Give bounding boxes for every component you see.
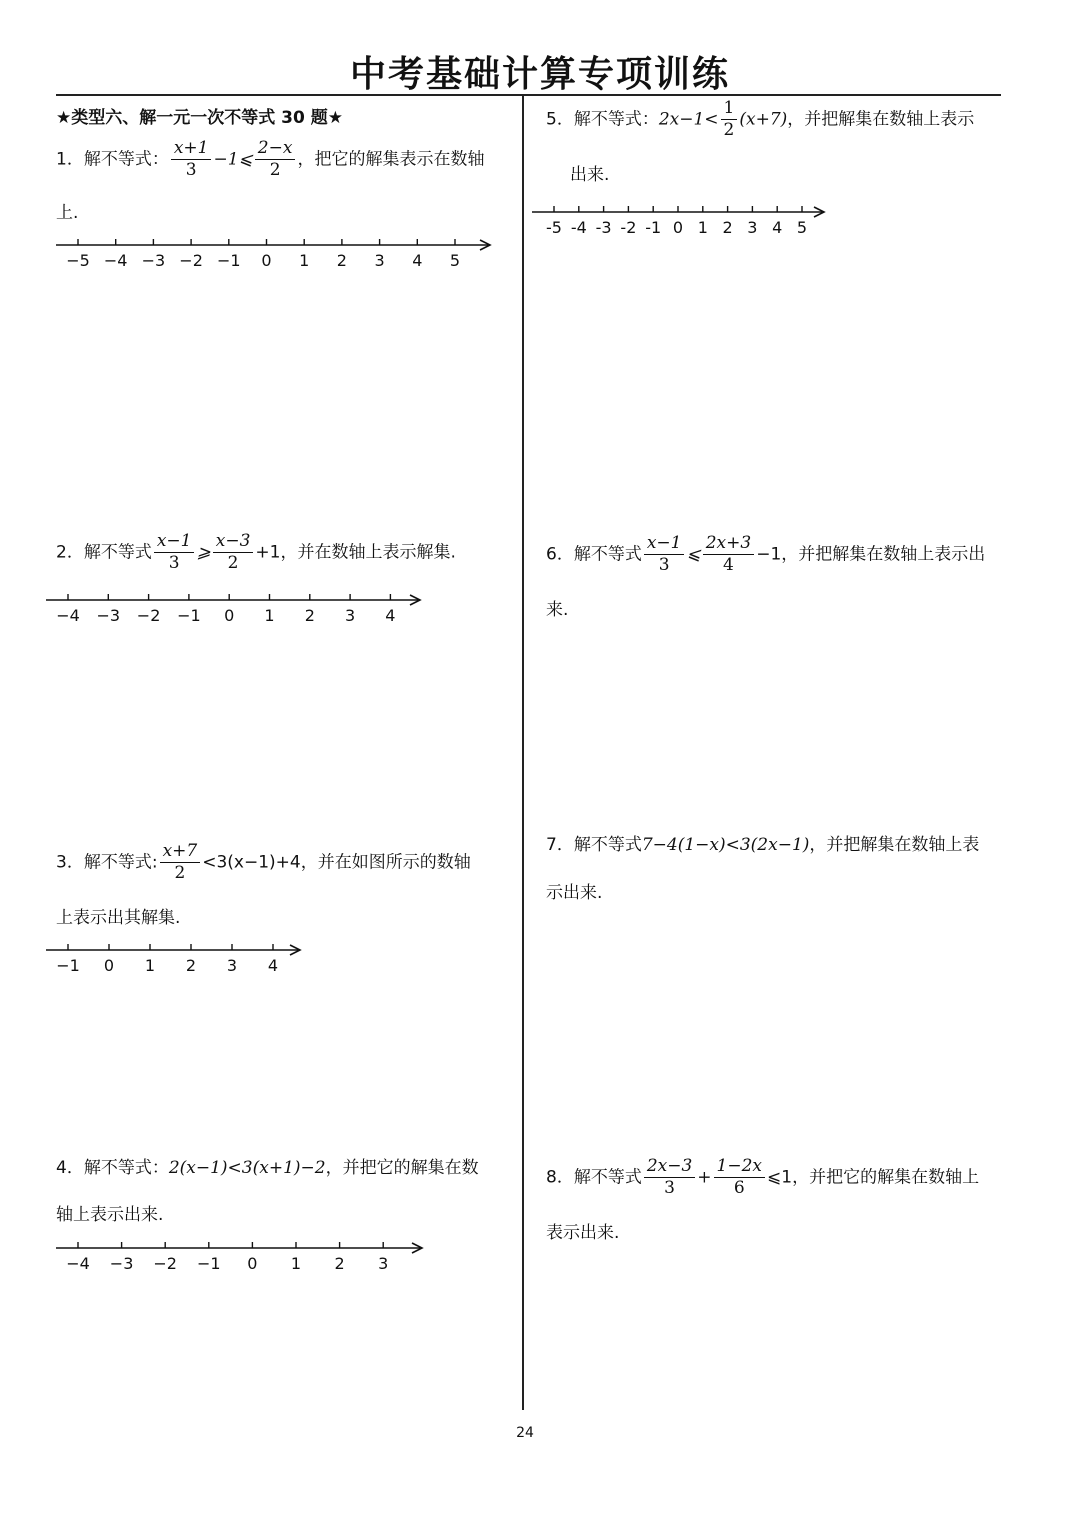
operator: ⩽: [686, 544, 701, 565]
tick-label: 2: [304, 606, 315, 625]
operator: −1⩽: [213, 149, 253, 170]
numerator: 2x−3: [644, 1158, 695, 1178]
expression: 7−4(1−x)<3(2x−1): [641, 835, 810, 855]
tick-label: 1: [290, 1254, 302, 1273]
page-title: 中考基础计算专项训练: [349, 54, 730, 95]
numerator: x−3: [213, 533, 254, 553]
expression: 2(x−1)<3(x+1)−2: [168, 1158, 326, 1178]
problem-number: 4．: [56, 1158, 84, 1178]
denominator: 2: [174, 863, 186, 883]
problem-number: 1．: [56, 149, 84, 170]
tick-label: 3: [378, 1254, 389, 1273]
numerator: 1: [721, 100, 738, 120]
tick-label: 0: [103, 956, 115, 975]
tick-label: −1: [217, 251, 241, 270]
problem-lead: 解不等式：: [83, 1158, 169, 1178]
problem-4-continuation: 轴上表示出来.: [56, 1205, 164, 1225]
problem-1-continuation: 上.: [56, 203, 79, 223]
denominator: 2: [227, 553, 239, 573]
tick-label: -3: [595, 218, 612, 237]
problem-lead: 解不等式: [573, 835, 642, 855]
tick-label: 2: [185, 956, 197, 975]
denominator: 3: [185, 160, 197, 180]
problem-number: 3．: [56, 852, 84, 873]
problem-7-continuation: 示出来.: [546, 883, 603, 903]
problem-number: 8．: [546, 1167, 574, 1188]
problem-number: 2．: [56, 542, 84, 563]
tick-label: 3: [345, 606, 356, 625]
section-heading: ★类型六、解一元一次不等式 30 题★: [56, 108, 343, 128]
tick-label: 1: [144, 956, 156, 975]
problem-number: 6．: [546, 544, 574, 565]
tick-label: 3: [747, 218, 758, 237]
tick-label: −1: [197, 1254, 221, 1273]
tick-label: 1: [264, 606, 275, 625]
page-number: 24: [516, 1425, 534, 1441]
tick-label: 5: [449, 251, 461, 270]
tick-label: −4: [66, 1254, 90, 1273]
tick-label: 2: [336, 251, 347, 270]
denominator: 3: [658, 555, 670, 575]
tick-label: −4: [103, 251, 128, 270]
tick-label: 0: [224, 606, 235, 625]
denominator: 4: [723, 555, 734, 575]
denominator: 6: [733, 1178, 745, 1198]
problem-tail: +1，并在数轴上表示解集.: [255, 542, 456, 563]
tick-label: 4: [267, 956, 279, 975]
problem-lead: 解不等式:: [83, 852, 158, 873]
tick-label: -5: [546, 218, 562, 237]
numerator: 1−2x: [714, 1158, 765, 1178]
tick-label: 1: [697, 218, 708, 237]
tick-label: 1: [299, 251, 310, 270]
problem-8-continuation: 表示出来.: [546, 1223, 620, 1243]
denominator: 3: [168, 553, 180, 573]
tick-label: −3: [141, 251, 166, 270]
numerator: x−1: [644, 535, 685, 555]
tick-label: −1: [56, 956, 80, 975]
problem-lead: 解不等式: [573, 544, 642, 565]
numerator: 2−x: [255, 140, 296, 160]
problem-tail: <3(x−1)+4，并在如图所示的数轴: [202, 852, 471, 873]
problem-tail: ，并把解集在数轴上表示: [787, 109, 975, 130]
tick-label: 3: [374, 251, 385, 270]
denominator: 2: [723, 120, 735, 140]
tick-label: 2: [334, 1254, 345, 1273]
problem-tail: ，并把解集在数轴上表: [809, 835, 980, 855]
tick-label: 4: [412, 251, 423, 270]
operator: +: [697, 1167, 712, 1188]
problem-lead: 解不等式: [83, 542, 152, 563]
problem-tail: ⩽1，并把它的解集在数轴上: [767, 1167, 980, 1188]
problem-lead: 解不等式: [573, 1167, 642, 1188]
problem-3-continuation: 上表示出其解集.: [56, 908, 181, 928]
expression: 2x−1<: [658, 109, 719, 130]
tick-label: 0: [672, 218, 684, 237]
problem-5-continuation: 出来.: [570, 165, 610, 185]
tick-label: 0: [261, 251, 272, 270]
tick-label: -2: [620, 218, 637, 237]
expression-2: (x+7): [739, 109, 788, 130]
tick-label: −5: [66, 251, 90, 270]
tick-label: 0: [247, 1254, 258, 1273]
problem-number: 5．: [546, 109, 574, 130]
numerator: x−1: [154, 533, 195, 553]
tick-label: −3: [109, 1254, 134, 1273]
tick-label: −2: [153, 1254, 177, 1273]
tick-label: 3: [226, 956, 238, 975]
tick-label: −3: [96, 606, 121, 625]
problem-lead: 解不等式：: [573, 109, 659, 130]
problem-6-continuation: 来.: [546, 600, 569, 620]
tick-label: 4: [772, 218, 783, 237]
tick-label: 5: [796, 218, 808, 237]
tick-label: 4: [385, 606, 396, 625]
tick-label: −2: [179, 251, 203, 270]
tick-label: 2: [722, 218, 733, 237]
problem-number: 7．: [546, 835, 574, 855]
numerator: 2x+3: [703, 535, 754, 555]
operator: ⩾: [196, 542, 211, 563]
denominator: 2: [269, 160, 281, 180]
problem-tail: ，把它的解集表示在数轴: [297, 149, 485, 170]
numerator: x+7: [160, 843, 201, 863]
tick-label: -1: [645, 218, 662, 237]
problem-lead: 解不等式：: [83, 149, 169, 170]
problem-tail: −1，并把解集在数轴上表示出: [756, 544, 986, 565]
tick-label: −4: [56, 606, 80, 625]
denominator: 3: [664, 1178, 675, 1198]
tick-label: −1: [177, 606, 201, 625]
numerator: x+1: [171, 140, 212, 160]
tick-label: -4: [570, 218, 587, 237]
problem-tail: ，并把它的解集在数: [325, 1158, 479, 1178]
tick-label: −2: [136, 606, 161, 625]
